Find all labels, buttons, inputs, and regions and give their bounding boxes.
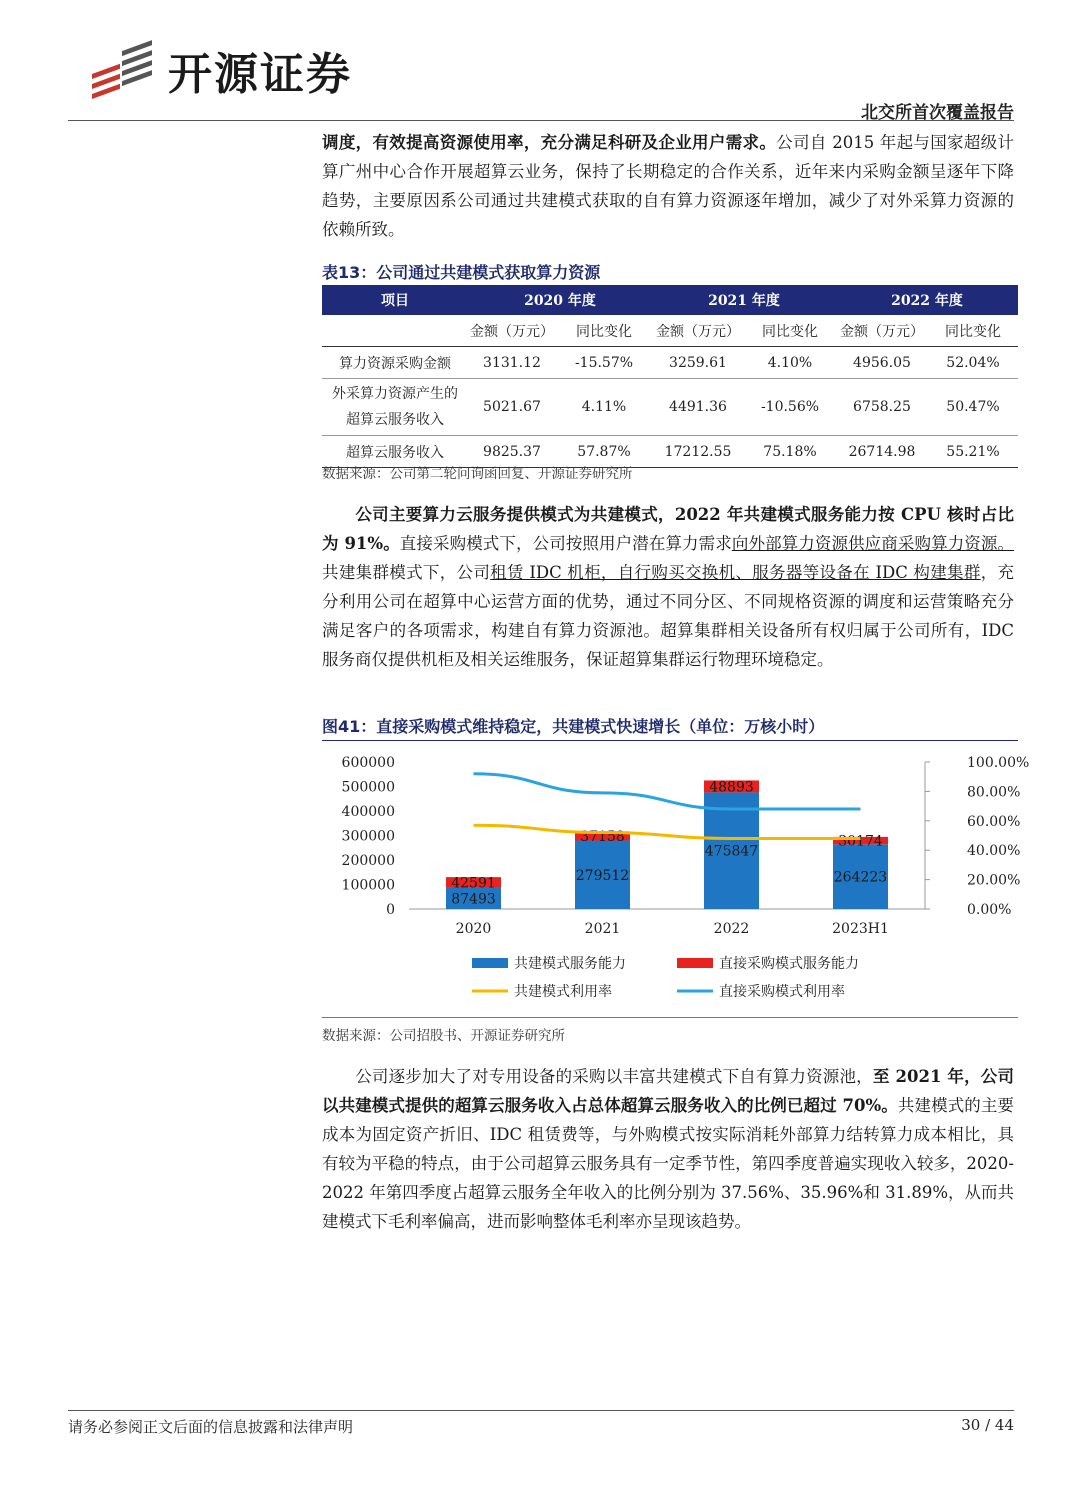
table-cell: 5021.67 — [468, 379, 556, 436]
table-header-cell: 2021 年度 — [652, 285, 836, 315]
left-tick-label: 600000 — [341, 755, 395, 771]
x-tick-label: 2023H1 — [832, 921, 889, 937]
data-label: 279512 — [575, 867, 630, 884]
chart — [322, 742, 1030, 1014]
table-row-label: 算力资源采购金额 — [322, 347, 468, 379]
legend-label: 共建模式利用率 — [514, 984, 612, 1000]
table-row — [322, 379, 1018, 436]
paragraph-3 — [322, 1062, 1014, 1236]
data-label: 475847 — [704, 843, 759, 860]
report-type: 北交所首次覆盖报告 — [861, 103, 1014, 123]
brand-name: 开源证券 — [168, 49, 352, 100]
data-label: 37158 — [580, 828, 625, 845]
para2-bold: 公司主要算力云服务提供模式为共建模式，2022 年共建模式服务能力按 CPU 核时占比为 91%。 — [322, 505, 1014, 553]
table-row-label: 超算云服务收入 — [322, 436, 468, 468]
legend-swatch — [472, 958, 508, 968]
figure-caption: 图41：直接采购模式维持稳定，共建模式快速增长（单位：万核小时） — [322, 717, 825, 736]
header-divider — [68, 120, 1014, 121]
header-logo — [92, 38, 352, 102]
table-cell: 9825.37 — [468, 436, 556, 468]
left-tick-label: 100000 — [341, 877, 395, 894]
legend-label: 直接采购模式利用率 — [719, 984, 845, 1000]
left-tick-label: 0 — [386, 902, 395, 918]
left-tick-label: 300000 — [341, 828, 395, 845]
table-subheader-cell: 金额（万元） — [836, 315, 928, 347]
para1-text: 公司自 2015 年起与国家超级计算广州中心合作开展超算云业务，保持了长期稳定的合作关系，近年来内采购金额呈逐年下降趋势，主要原因系公司通过共建模式获取的自有算力资源逐年增加，减少了对外采算力资源的依赖所致。 — [322, 133, 1015, 239]
left-tick-label: 500000 — [341, 779, 395, 796]
table-caption: 表13：公司通过共建模式获取算力资源 — [322, 263, 601, 282]
para2-text: ，充分利用公司在超算中心运营方面的优势，通过不同分区、不同规格资源的调度和运营策略充分满足客户的各项需求，构建自有算力资源池。超算集群相关设备所有权归属于公司所有，IDC 服务商仅提供机柜及相关运维服务，保证超算集群运行物理环境稳定。 — [322, 563, 1015, 669]
x-tick-label: 2022 — [713, 921, 750, 937]
table-header-cell: 项目 — [322, 285, 468, 315]
legend-label: 共建模式服务能力 — [514, 956, 626, 972]
table-header-row — [322, 285, 1018, 315]
table-cell: 4956.05 — [836, 347, 928, 379]
table-cell: 4.10% — [744, 347, 836, 379]
para2-underline: 租赁 IDC 机柜，自行购买交换机、服务器等设备在 IDC 构建集群 — [490, 563, 981, 582]
table-cell: 6758.25 — [836, 379, 928, 436]
right-tick-label: 0.00% — [967, 902, 1012, 918]
right-tick-label: 100.00% — [967, 755, 1030, 771]
paragraph-2 — [322, 500, 1014, 674]
table-row-label: 外采算力资源产生的超算云服务收入 — [322, 379, 468, 436]
table-cell: 17212.55 — [652, 436, 744, 468]
data-label: 48893 — [709, 779, 754, 796]
table-subheader-cell: 同比变化 — [556, 315, 652, 347]
page-number: 30 / 44 — [961, 1416, 1014, 1434]
table-cell: -15.57% — [556, 347, 652, 379]
right-tick-label: 60.00% — [967, 813, 1021, 830]
para3-text: 公司逐步加大了对专用设备的采购以丰富共建模式下自有算力资源池， — [355, 1067, 873, 1086]
table-cell: -10.56% — [744, 379, 836, 436]
left-tick-label: 200000 — [341, 853, 395, 869]
legend-swatch — [677, 958, 713, 968]
line-direct-utilization — [474, 774, 861, 809]
table-cell: 3131.12 — [468, 347, 556, 379]
x-tick-label: 2020 — [455, 921, 492, 937]
para2-text: 共建集群模式下，公司 — [322, 563, 491, 582]
data-label: 30174 — [838, 833, 883, 850]
x-tick-label: 2021 — [584, 921, 621, 937]
paragraph-1 — [322, 128, 1014, 244]
line-cogen-utilization — [474, 825, 861, 838]
table-cell: 57.87% — [556, 436, 652, 468]
table-cell: 50.47% — [928, 379, 1018, 436]
table-cell: 55.21% — [928, 436, 1018, 468]
data-table — [322, 285, 1018, 468]
table-header-cell: 2020 年度 — [468, 285, 652, 315]
logo-icon — [92, 40, 156, 100]
table-cell: 4491.36 — [652, 379, 744, 436]
right-tick-label: 80.00% — [967, 784, 1021, 801]
table-subheader-cell: 金额（万元） — [652, 315, 744, 347]
table-source: 数据来源：公司第二轮问询函回复、开源证券研究所 — [322, 466, 633, 482]
left-tick-label: 400000 — [341, 804, 395, 820]
table-cell: 4.11% — [556, 379, 652, 436]
table-cell: 75.18% — [744, 436, 836, 468]
data-label: 42591 — [451, 875, 496, 892]
para3-text: 共建模式的主要成本为固定资产折旧、IDC 租赁费等，与外购模式按实际消耗外部算力结转算力成本相比，具有较为平稳的特点，由于公司超算云服务具有一定季节性，第四季度普遍实现收入较多，2020-2022 年第四季度占超算云服务全年收入的比例分别为 37.56%、35.96%和 31.89%，从而共建模式下毛利率偏高，进而影响整体毛利率亦呈现该趋势。 — [322, 1096, 1015, 1231]
table-cell: 52.04% — [928, 347, 1018, 379]
para3-bold: 至 2021 年，公司以共建模式提供的超算云服务收入占总体超算云服务收入的比例已超过 70%。 — [322, 1067, 1014, 1115]
right-tick-label: 40.00% — [967, 843, 1021, 860]
para2-underline: 向外部算力资源供应商采购算力资源。 — [731, 534, 1015, 553]
table-row — [322, 347, 1018, 379]
right-tick-label: 20.00% — [967, 872, 1021, 889]
table-subheader-cell: 同比变化 — [744, 315, 836, 347]
table-cell: 26714.98 — [836, 436, 928, 468]
table-cell: 3259.61 — [652, 347, 744, 379]
table-subheader-cell: 金额（万元） — [468, 315, 556, 347]
figure-source: 数据来源：公司招股书、开源证券研究所 — [322, 1028, 565, 1044]
data-label: 87493 — [451, 891, 496, 908]
footer-disclaimer: 请务必参阅正文后面的信息披露和法律声明 — [68, 1418, 354, 1436]
table-subheader-cell: 同比变化 — [928, 315, 1018, 347]
para1-bold: 调度，有效提高资源使用率，充分满足科研及企业用户需求。 — [322, 133, 777, 152]
data-label: 264223 — [833, 869, 888, 886]
table-subheader-row — [322, 315, 1018, 347]
para2-text: 直接采购模式下，公司按照用户潜在算力需求 — [399, 534, 732, 553]
footer-divider — [68, 1410, 1014, 1411]
table-header-cell: 2022 年度 — [836, 285, 1018, 315]
legend-label: 直接采购模式服务能力 — [719, 956, 859, 972]
